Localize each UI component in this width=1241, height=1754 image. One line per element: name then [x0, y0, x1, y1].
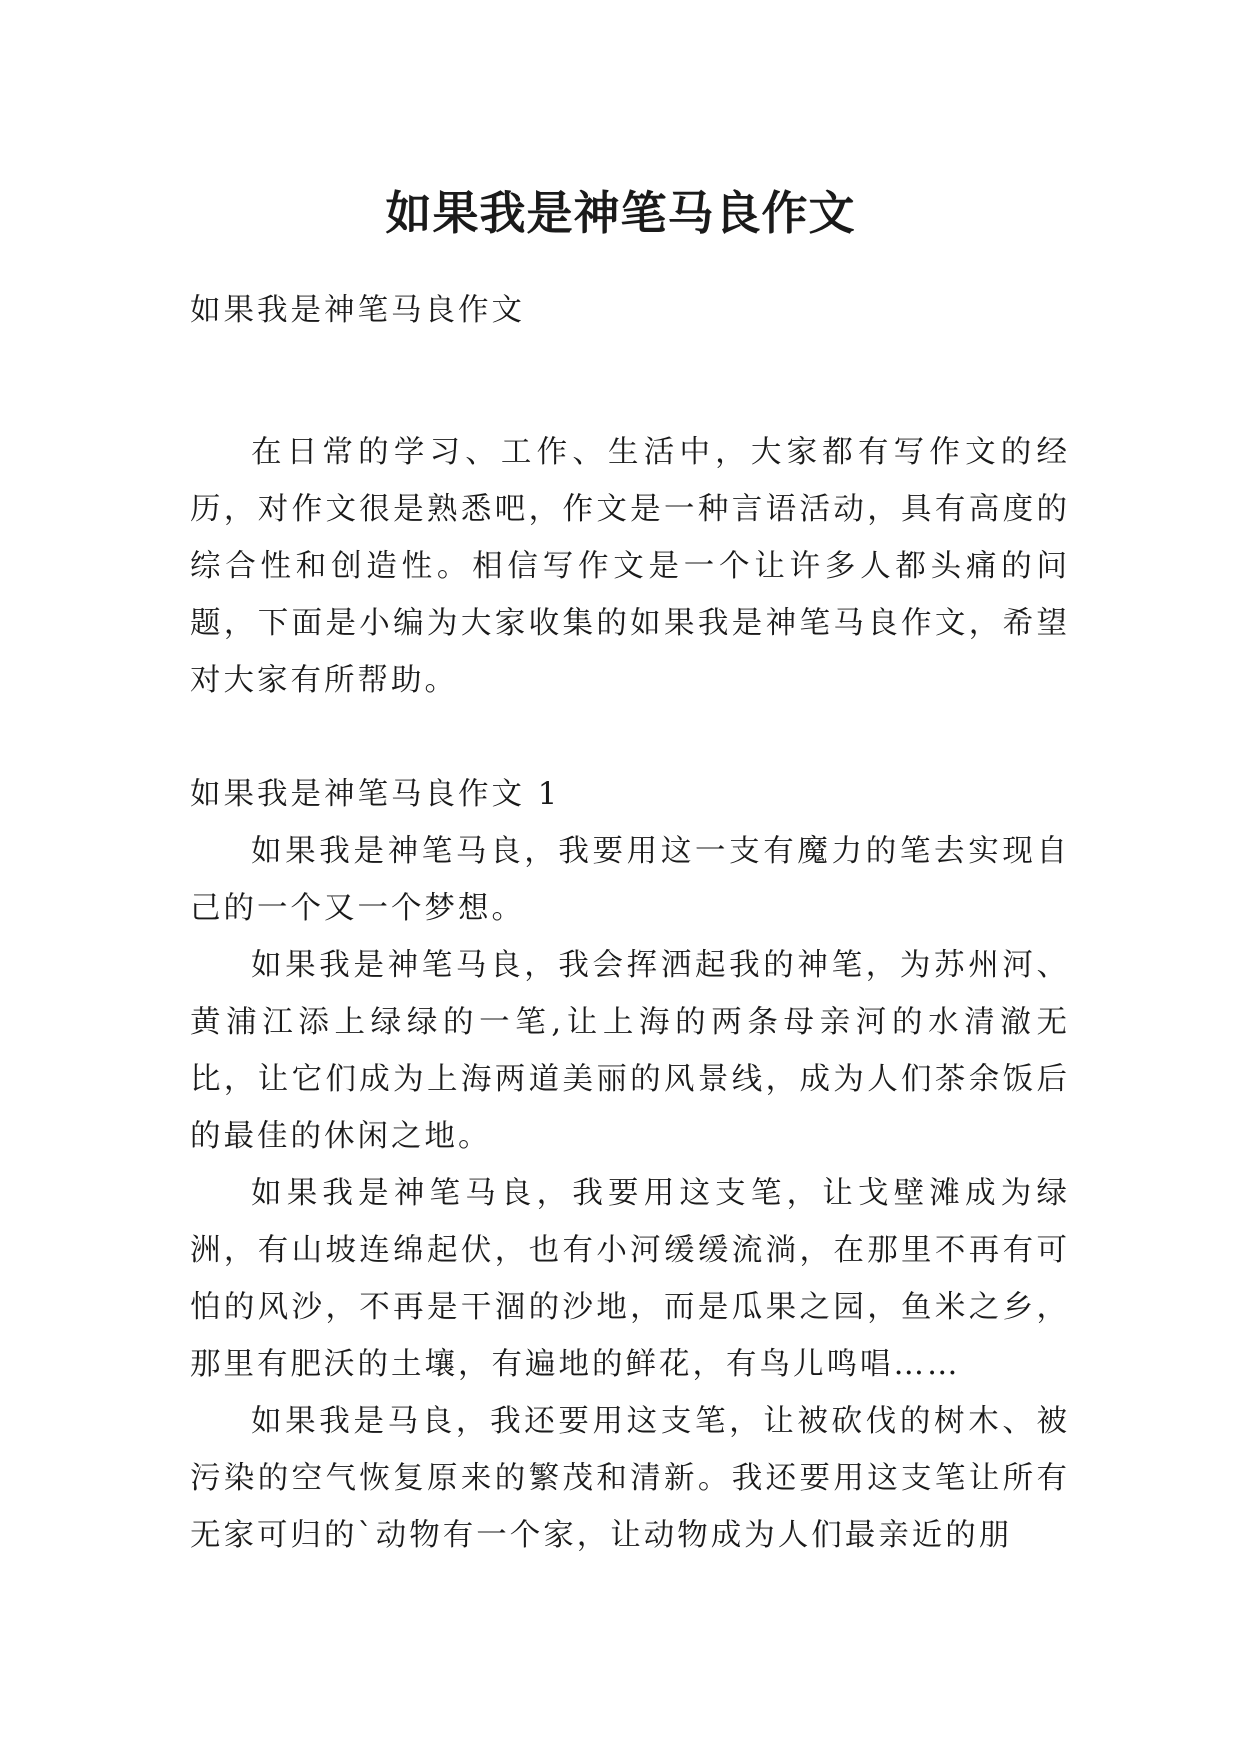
body-paragraph: 如果我是神笔马良，我会挥洒起我的神笔，为苏州河、黄浦江添上绿绿的一笔,让上海的两条母亲河的水清澈无比，让它们成为上海两道美丽的风景线，成为人们茶余饭后的最佳的休闲之地。: [190, 948, 1070, 1154]
intro-paragraph: 在日常的学习、工作、生活中，大家都有写作文的经历，对作文很是熟悉吧，作文是一种言语活动，具有高度的综合性和创造性。相信写作文是一个让许多人都头痛的问题，下面是小编为大家收集的如果我是神笔马良作文，希望对大家有所帮助。: [190, 435, 1070, 698]
document-subtitle: 如果我是神笔马良作文: [190, 293, 525, 328]
document-body: [190, 282, 1070, 1564]
section-heading: 如果我是神笔马良作文 1: [190, 777, 561, 812]
spacer: [190, 709, 1070, 766]
document-title: 如果我是神笔马良作文: [385, 185, 856, 240]
body-paragraph: 如果我是神笔马良，我要用这一支有魔力的笔去实现自己的一个又一个梦想。: [190, 834, 1070, 926]
body-paragraph: 如果我是神笔马良，我要用这支笔，让戈壁滩成为绿洲，有山坡连绵起伏，也有小河缓缓流淌，在那里不再有可怕的风沙，不再是干涸的沙地，而是瓜果之园，鱼米之乡，那里有肥沃的土壤，有遍地的鲜花，有鸟儿鸣唱……: [190, 1176, 1070, 1382]
spacer: [190, 339, 1070, 424]
body-paragraph: 如果我是马良，我还要用这支笔，让被砍伐的树木、被污染的空气恢复原来的繁茂和清新。我还要用这支笔让所有无家可归的`动物有一个家，让动物成为人们最亲近的朋: [190, 1404, 1070, 1553]
